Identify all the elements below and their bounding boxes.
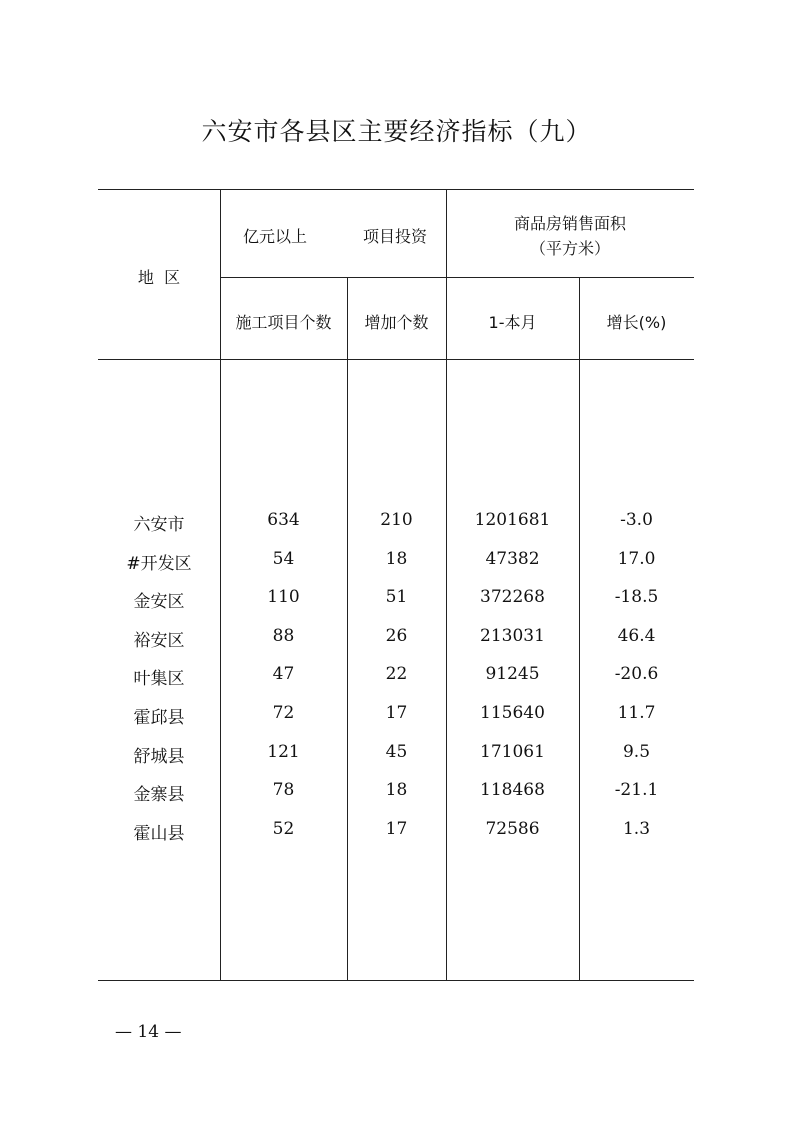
header-group2-line2: （平方米） <box>529 239 610 258</box>
header-col-added: 增加个数 <box>364 313 429 332</box>
cell-added: 17 <box>385 818 408 839</box>
cell-added: 18 <box>385 780 408 801</box>
cell-growth: 17.0 <box>617 548 656 569</box>
page-title: 六安市各县区主要经济指标（九） <box>201 117 592 146</box>
cell-ytd: 91245 <box>485 664 540 685</box>
cell-growth: 11.7 <box>617 703 656 723</box>
cell-projects: 72 <box>272 703 295 723</box>
cell-projects: 110 <box>267 587 300 608</box>
cell-added: 210 <box>380 510 413 530</box>
cell-ytd: 118468 <box>480 780 545 801</box>
cell-region: 裕安区 <box>133 630 185 651</box>
cell-projects: 88 <box>272 625 295 646</box>
cell-projects: 78 <box>272 780 295 801</box>
cell-region: 六安市 <box>133 515 185 535</box>
cell-growth: -20.6 <box>614 664 659 685</box>
header-group2-line1: 商品房销售面积 <box>513 214 626 233</box>
cell-ytd: 115640 <box>480 703 545 723</box>
cell-projects: 634 <box>267 510 300 530</box>
table-bottom-rule <box>98 980 694 981</box>
cell-added: 45 <box>385 741 408 762</box>
cell-added: 17 <box>385 703 408 723</box>
cell-region: #开发区 <box>126 553 192 574</box>
cell-ytd: 213031 <box>480 625 545 646</box>
table-top-rule <box>98 189 694 190</box>
header-bottom-rule <box>98 359 694 360</box>
cell-region: 金安区 <box>133 592 185 613</box>
cell-ytd: 1201681 <box>474 510 551 530</box>
cell-growth: -18.5 <box>614 587 659 608</box>
header-group1-right: 项目投资 <box>362 227 427 246</box>
cell-added: 18 <box>385 548 408 569</box>
cell-region: 霍山县 <box>133 823 185 844</box>
header-region: 地 区 <box>137 268 181 287</box>
cell-region: 金寨县 <box>133 785 185 806</box>
header-group1-left: 亿元以上 <box>242 227 307 246</box>
cell-ytd: 372268 <box>480 587 545 608</box>
header-middle-rule <box>220 277 694 278</box>
cell-projects: 121 <box>267 741 300 762</box>
cell-ytd: 72586 <box>485 818 540 839</box>
page-number: — 14 — <box>115 1022 182 1042</box>
cell-added: 22 <box>385 664 408 685</box>
cell-projects: 52 <box>272 818 295 839</box>
cell-ytd: 47382 <box>485 548 540 569</box>
cell-growth: -21.1 <box>614 780 659 801</box>
header-col-projects: 施工项目个数 <box>235 313 332 332</box>
cell-growth: -3.0 <box>620 510 653 530</box>
cell-region: 霍邱县 <box>133 708 185 728</box>
cell-region: 舒城县 <box>133 746 185 767</box>
cell-added: 51 <box>385 587 408 608</box>
header-col-growth: 增长(%) <box>606 313 667 332</box>
cell-projects: 54 <box>272 548 295 569</box>
header-col-ytd: 1-本月 <box>488 313 537 332</box>
cell-region: 叶集区 <box>133 669 185 690</box>
cell-ytd: 171061 <box>480 741 545 762</box>
cell-growth: 9.5 <box>622 741 651 762</box>
column-divider <box>446 189 447 980</box>
cell-added: 26 <box>385 625 408 646</box>
cell-growth: 1.3 <box>622 818 651 839</box>
cell-projects: 47 <box>272 664 295 685</box>
cell-growth: 46.4 <box>617 625 656 646</box>
column-divider <box>220 189 221 980</box>
